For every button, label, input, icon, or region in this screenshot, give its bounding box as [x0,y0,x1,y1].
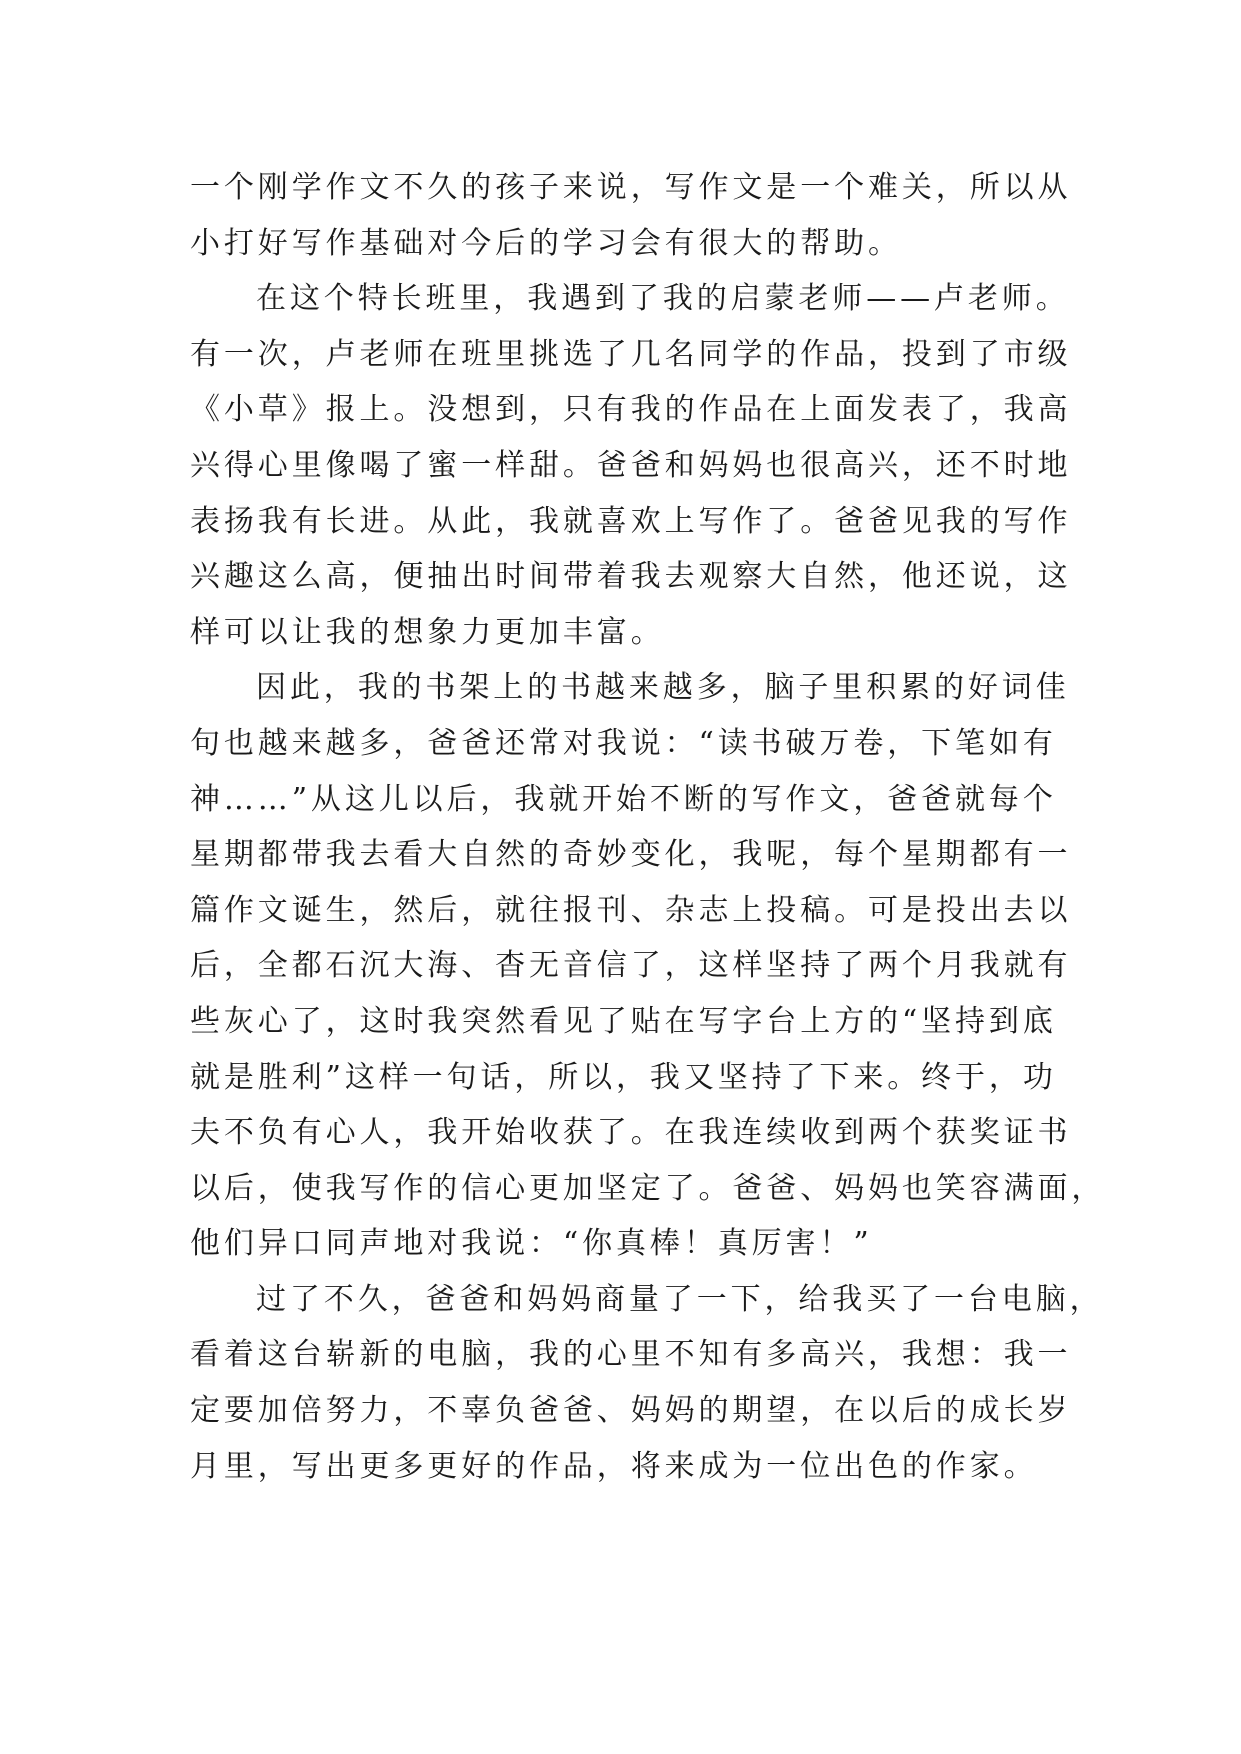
paragraph-3 [190,660,1106,1272]
text-line: 小打好写作基础对今后的学习会有很大的帮助。 [190,225,902,261]
body-text [190,160,1106,1494]
text-line: 定要加倍努力，不辜负爸爸、妈妈的期望，在以后的成长岁 [190,1393,1072,1429]
text-line: 神……”从这儿以后，我就开始不断的写作文，爸爸就每个 [190,781,1057,817]
text-line: 后，全都石沉大海、杳无音信了，这样坚持了两个月我就有 [190,948,1072,984]
text-line: 他们异口同声地对我说：“你真棒！真厉害！” [190,1226,873,1262]
text-line: 过了不久，爸爸和妈妈商量了一下，给我买了一台电脑， [256,1281,1104,1317]
text-line: 就是胜利”这样一句话，所以，我又坚持了下来。终于，功 [190,1059,1057,1095]
paragraph-4 [190,1272,1104,1494]
text-line: 看着这台崭新的电脑，我的心里不知有多高兴，我想：我一 [190,1337,1072,1373]
text-line: 句也越来越多，爸爸还常对我说：“读书破万卷，下笔如有 [190,725,1057,761]
text-line: 因此，我的书架上的书越来越多，脑子里积累的好词佳 [256,670,1070,706]
text-line: 篇作文诞生，然后，就往报刊、杂志上投稿。可是投出去以 [190,892,1072,928]
text-line: 星期都带我去看大自然的奇妙变化，我呢，每个星期都有一 [190,837,1072,873]
text-line: 《小草》报上。没想到，只有我的作品在上面发表了，我高 [190,392,1072,428]
text-line: 兴趣这么高，便抽出时间带着我去观察大自然，他还说，这 [190,559,1072,595]
text-line: 有一次，卢老师在班里挑选了几名同学的作品，投到了市级 [190,336,1072,372]
text-line: 夫不负有心人，我开始收获了。在我连续收到两个获奖证书 [190,1115,1072,1151]
text-line: 一个刚学作文不久的孩子来说，写作文是一个难关，所以从 [190,170,1072,205]
text-line: 表扬我有长进。从此，我就喜欢上写作了。爸爸见我的写作 [190,503,1072,539]
text-line: 样可以让我的想象力更加丰富。 [190,614,665,650]
text-line: 兴得心里像喝了蜜一样甜。爸爸和妈妈也很高兴，还不时地 [190,447,1072,483]
text-line: 些灰心了，这时我突然看见了贴在写字台上方的“坚持到底 [190,1003,1057,1039]
text-line: 月里，写出更多更好的作品，将来成为一位出色的作家。 [190,1448,1038,1484]
paragraph-2 [190,271,1070,660]
text-line: 以后，使我写作的信心更加坚定了。爸爸、妈妈也笑容满面， [190,1170,1106,1206]
paragraph-1 [190,160,1070,271]
text-line: 在这个特长班里，我遇到了我的启蒙老师——卢老师。 [256,281,1070,317]
